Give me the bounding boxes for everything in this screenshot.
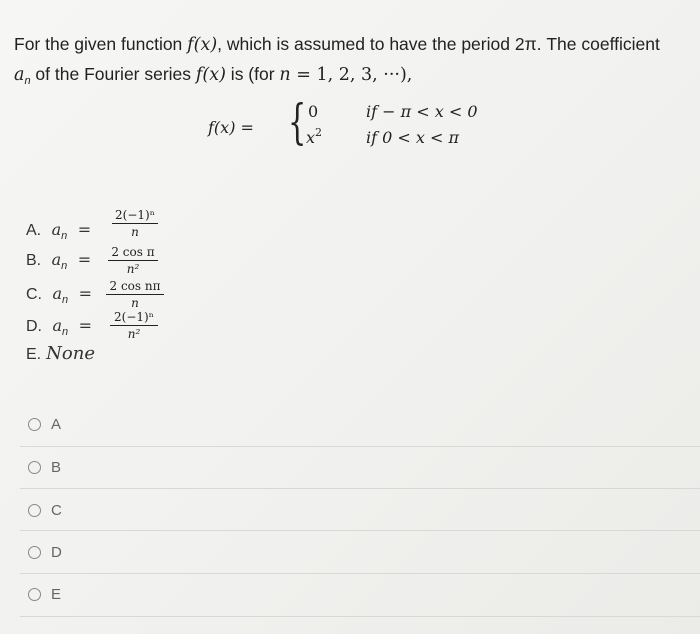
radio-circle-icon[interactable]: [28, 418, 41, 431]
radio-circle-icon[interactable]: [28, 461, 41, 474]
piece-value-1: 0: [308, 102, 319, 121]
divider: [20, 530, 700, 531]
option-e-text: None: [46, 343, 95, 364]
radio-answer-e[interactable]: [28, 586, 61, 603]
radio-answer-a[interactable]: [28, 416, 61, 433]
coefficient-subscript: n: [24, 75, 31, 87]
function-symbol: f(x): [187, 35, 218, 55]
question-part: For the given function: [14, 34, 188, 54]
function-symbol: f(x): [195, 65, 226, 85]
question-part: is (for: [225, 64, 280, 84]
denominator: n: [131, 225, 139, 239]
equals-sign: =: [77, 250, 92, 269]
option-c-fraction: [106, 279, 164, 310]
radio-label: B: [51, 459, 62, 476]
divider: [20, 573, 700, 574]
option-label: E.: [26, 346, 42, 363]
a-symbol: a: [51, 220, 62, 239]
option-label: A.: [26, 222, 42, 239]
numerator: 2 cos nπ: [109, 279, 161, 293]
denominator: n: [131, 296, 139, 310]
piece-condition-2: if 0 < x < π: [366, 128, 459, 147]
piecewise-function: [208, 94, 528, 160]
n-subscript: n: [62, 326, 69, 338]
n-subscript: n: [62, 294, 69, 306]
coefficient-symbol: a: [14, 65, 25, 85]
a-symbol: a: [52, 284, 62, 303]
piecewise-brace: {: [288, 94, 307, 150]
radio-circle-icon[interactable]: [28, 588, 41, 601]
radio-answer-b[interactable]: [28, 459, 61, 476]
divider: [20, 616, 700, 617]
x-symbol: x: [306, 128, 316, 147]
radio-circle-icon[interactable]: [28, 546, 41, 559]
numerator: 2(−1)ⁿ: [115, 208, 155, 222]
option-a-fraction: [112, 208, 158, 239]
option-d-fraction: [110, 310, 158, 341]
question-part: of the Fourier series: [30, 64, 196, 84]
option-d: [26, 316, 98, 336]
equals-sign: =: [77, 220, 92, 239]
option-e: [26, 343, 95, 364]
option-label: B.: [26, 252, 42, 269]
equals-sign: =: [78, 284, 92, 303]
piecewise-lhs: f(x) =: [208, 118, 254, 137]
equals-sign: =: [78, 316, 92, 335]
a-symbol: a: [52, 316, 62, 335]
exponent: 2: [315, 126, 323, 139]
divider: [20, 446, 700, 447]
option-b-fraction: [108, 245, 158, 276]
a-symbol: a: [51, 250, 62, 269]
option-label: C.: [26, 286, 42, 303]
radio-answer-c[interactable]: [28, 502, 62, 519]
n-subscript: n: [61, 230, 68, 242]
option-c: [26, 284, 98, 304]
question-text: [14, 30, 694, 92]
question-part: , which is assumed to have the period 2π. The coefficient: [217, 34, 660, 54]
option-a: [26, 220, 97, 240]
radio-label: C: [51, 502, 62, 519]
piece-value-2: [306, 128, 322, 147]
divider: [20, 488, 700, 489]
n-symbol: n: [279, 65, 291, 85]
denominator: n²: [127, 327, 141, 341]
radio-label: D: [51, 544, 62, 561]
piece-condition-1: if − π < x < 0: [366, 102, 478, 121]
radio-circle-icon[interactable]: [28, 504, 41, 517]
radio-label: A: [51, 416, 62, 433]
numerator: 2(−1)ⁿ: [114, 310, 154, 324]
option-label: D.: [26, 318, 42, 335]
radio-answer-d[interactable]: [28, 544, 62, 561]
radio-label: E: [51, 586, 62, 603]
denominator: n²: [126, 262, 140, 276]
question-part: = 1, 2, 3, ···),: [290, 65, 413, 85]
option-b: [26, 250, 97, 270]
n-subscript: n: [61, 260, 68, 272]
numerator: 2 cos π: [111, 245, 155, 259]
